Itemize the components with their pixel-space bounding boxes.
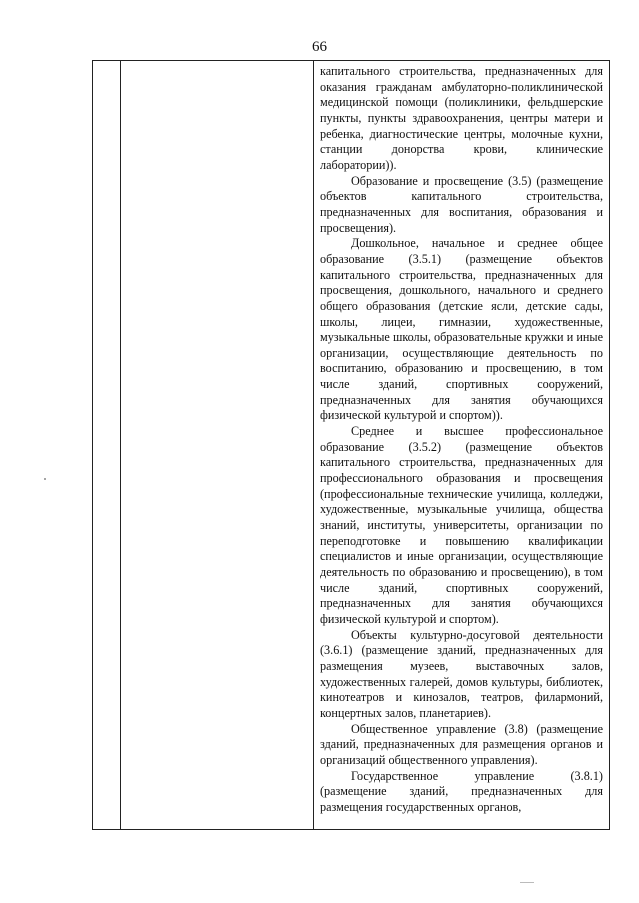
paragraph-culture-leisure: Объекты культурно-досуговой деятельности (3.6.1) (размещение зданий, предназначенных для размещения музеев, выставочных залов, художественных галерей, домов культуры, библиотек, кинотеатров и кинозалов, театров, филармоний, концертных залов, планетариев). bbox=[320, 627, 603, 720]
page-number: 66 bbox=[312, 39, 327, 55]
paragraph-public-administration: Общественное управление (3.8) (размещение зданий, предназначенных для размещения органов и организаций общественного управления). bbox=[320, 721, 603, 767]
scan-speck bbox=[44, 478, 46, 480]
paragraph-state-administration: Государственное управление (3.8.1) (размещение зданий, предназначенных для размещения государственных органов, bbox=[320, 768, 603, 814]
paragraph-professional-education: Среднее и высшее профессиональное образование (3.5.2) (размещение объектов капитального строительства, предназначенных для профессионального образования и просвещения (профессиональные технические училища, колледжи, художественные, музыкальные училища, общества знаний, институты, университеты, организации по переподготовке и повышению квалификации специалистов и иные организации, осуществляющие деятельность по образованию и просвещению), в том числе зданий, спортивных сооружений, предназначенных для занятия обучающихся физической культурой и спортом). bbox=[320, 424, 603, 626]
scan-speck bbox=[520, 882, 534, 883]
zoning-table bbox=[92, 60, 610, 830]
paragraph-health-continuation: капитального строительства, предназначенных для оказания гражданам амбулаторно-поликлинической медицинской помощи (поликлиники, фельдшерские пункты, пункты здравоохранения, центры матери и ребенка, диагностические центры, молочные кухни, станции донорства крови, клинические лаборатории)). bbox=[320, 64, 603, 172]
table-column-permitted-uses bbox=[314, 61, 609, 829]
paragraph-school-education: Дошкольное, начальное и среднее общее образование (3.5.1) (размещение объектов капитального строительства, предназначенных для просвещения, дошкольного, начального и среднего общего образования (детские ясли, детские сады, школы, лицеи, гимназии, художественные, музыкальные школы, образовательные кружки и иные организации, осуществляющие деятельность по воспитанию, образованию и просвещению, в том числе зданий, спортивных сооружений, предназначенных для занятия обучающихся физической культурой и спортом)). bbox=[320, 236, 603, 423]
table-column-zone bbox=[121, 61, 314, 829]
table-column-number bbox=[93, 61, 121, 829]
paragraph-education: Образование и просвещение (3.5) (размещение объектов капитального строительства, предназначенных для воспитания, образования и просвещения). bbox=[320, 173, 603, 235]
